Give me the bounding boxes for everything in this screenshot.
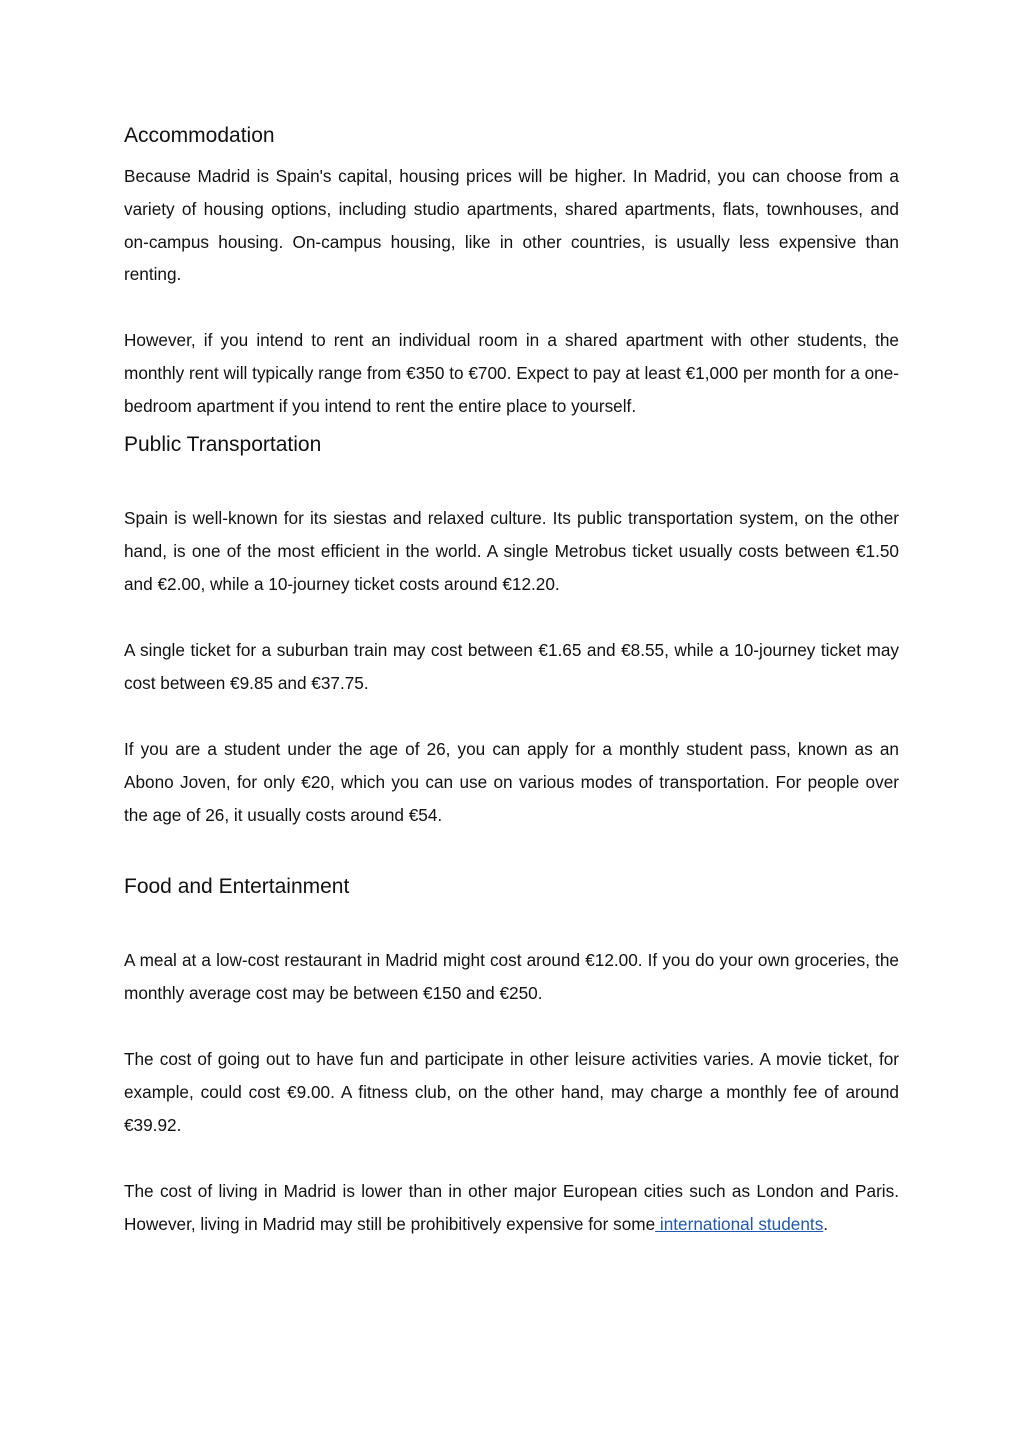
food-paragraph-1: A meal at a low-cost restaurant in Madrid might cost around €12.00. If you do your own groceries, the monthly average cost may be between €150 and €250. — [124, 950, 899, 1003]
transport-paragraph-2: A single ticket for a suburban train may cost between €1.65 and €8.55, while a 10-journey ticket may cost between €9.85 and €37.75. — [124, 640, 899, 693]
food-paragraph-3 — [124, 1175, 899, 1241]
heading-accommodation: Accommodation — [124, 124, 275, 147]
accommodation-paragraph-2: However, if you intend to rent an individual room in a shared apartment with other students, the monthly rent will typically range from €350 to €700. Expect to pay at least €1,000 per month for a one-bedroom apartment if you intend to rent the entire place to yourself. — [124, 330, 899, 416]
accommodation-paragraph-1: Because Madrid is Spain's capital, housing prices will be higher. In Madrid, you can choose from a variety of housing options, including studio apartments, shared apartments, flats, townhouses, and on-campus housing. On-campus housing, like in other countries, is usually less expensive than renting. — [124, 166, 899, 285]
food-paragraph-3-end: . — [823, 1213, 829, 1234]
food-paragraph-3-text: The cost of living in Madrid is lower than in other major European cities such as London and Paris. However, living in Madrid may still be prohibitively expensive for some — [124, 1181, 899, 1234]
heading-food-entertainment: Food and Entertainment — [124, 875, 350, 898]
transport-paragraph-1: Spain is well-known for its siestas and relaxed culture. Its public transportation system, on the other hand, is one of the most efficient in the world. A single Metrobus ticket usually costs between €1.50 and €2.00, while a 10-journey ticket costs around €12.20. — [124, 508, 899, 594]
food-paragraph-2: The cost of going out to have fun and participate in other leisure activities varies. A movie ticket, for example, could cost €9.00. A fitness club, on the other hand, may charge a monthly fee of around €39.92. — [124, 1049, 899, 1135]
international-students-link[interactable]: international students — [655, 1213, 824, 1234]
transport-paragraph-3: If you are a student under the age of 26, you can apply for a monthly student pass, known as an Abono Joven, for only €20, which you can use on various modes of transportation. For people over the age of 26, it usually costs around €54. — [124, 739, 899, 825]
heading-public-transportation: Public Transportation — [124, 433, 322, 456]
